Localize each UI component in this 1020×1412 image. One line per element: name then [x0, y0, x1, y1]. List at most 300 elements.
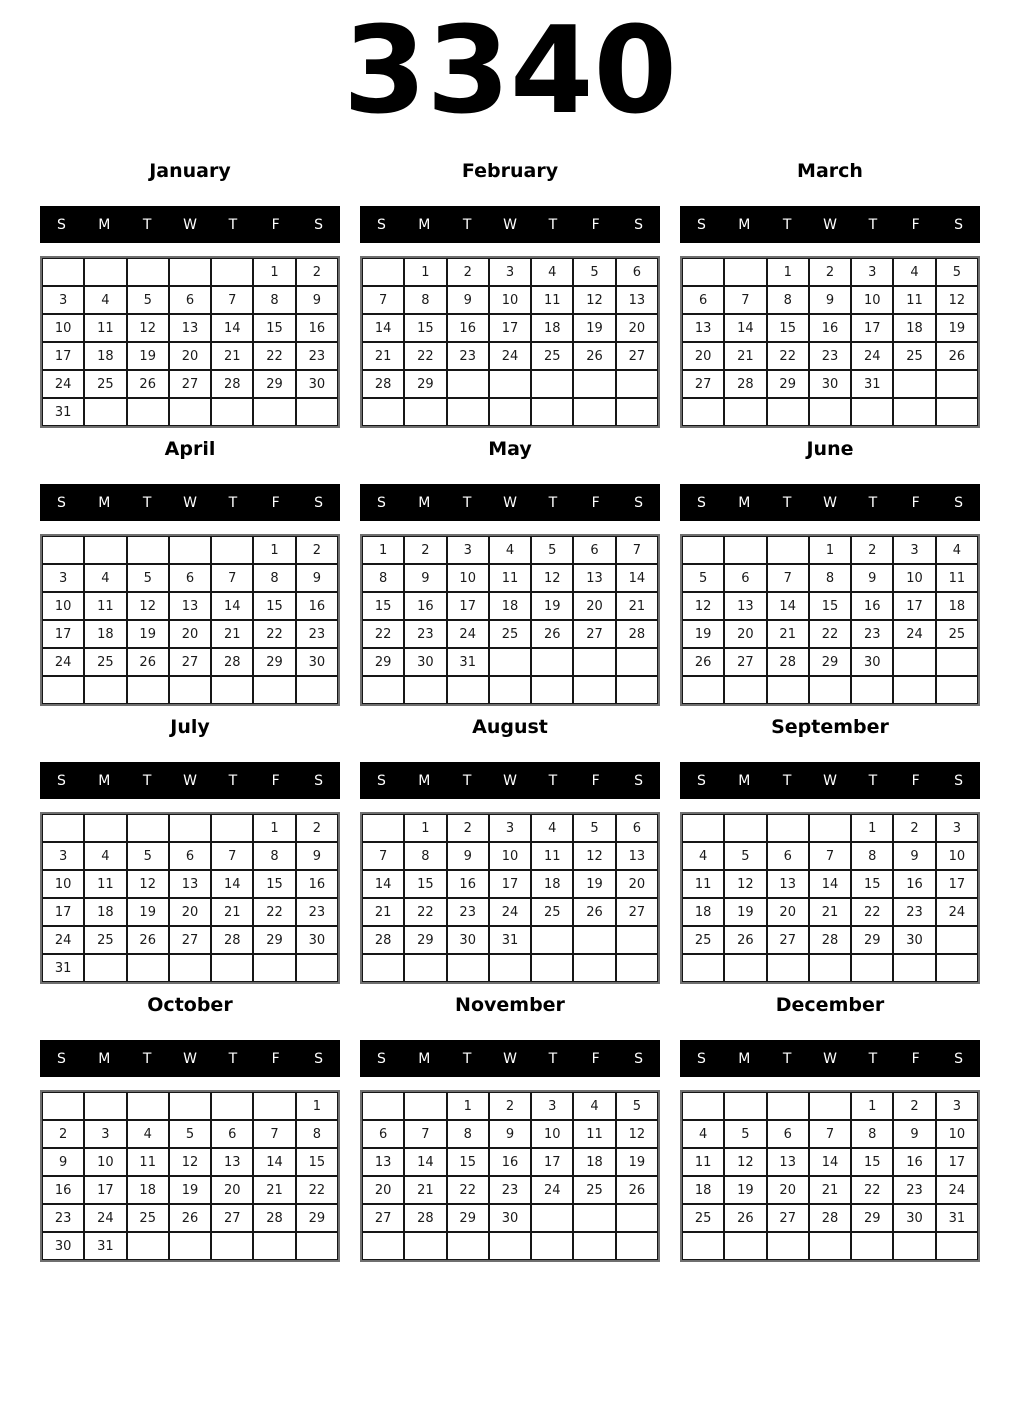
day-cell: 20 [616, 314, 658, 342]
day-cell: 3 [893, 536, 935, 564]
day-cell-empty [127, 954, 169, 982]
day-cell: 15 [296, 1148, 338, 1176]
day-cell: 2 [893, 814, 935, 842]
day-cell: 22 [809, 620, 851, 648]
weekday-label: T [782, 494, 792, 511]
day-cell: 8 [362, 564, 404, 592]
day-cell: 14 [362, 314, 404, 342]
day-cell: 18 [936, 592, 978, 620]
day-cell: 21 [253, 1176, 295, 1204]
day-cell: 6 [362, 1120, 404, 1148]
day-cell-empty [573, 954, 615, 982]
weekday-label: S [696, 772, 706, 789]
day-cell-empty [404, 1232, 446, 1260]
day-cell: 17 [42, 342, 84, 370]
day-cell: 11 [682, 1148, 724, 1176]
day-cell: 25 [682, 926, 724, 954]
day-cell: 17 [489, 870, 531, 898]
month-block [40, 159, 340, 437]
day-cell: 26 [127, 648, 169, 676]
day-cell: 3 [447, 536, 489, 564]
day-cell: 21 [724, 342, 766, 370]
day-cell: 9 [893, 842, 935, 870]
day-cell: 8 [404, 842, 446, 870]
weekday-label: S [634, 216, 644, 233]
day-cell: 3 [936, 814, 978, 842]
weekday-header [40, 1040, 340, 1077]
day-cell: 28 [809, 926, 851, 954]
day-cell: 7 [724, 286, 766, 314]
weekday-label: T [462, 1050, 472, 1067]
day-cell: 2 [851, 536, 893, 564]
day-cell: 11 [531, 842, 573, 870]
day-cell-empty [211, 536, 253, 564]
day-cell: 30 [296, 926, 338, 954]
month-block [360, 437, 660, 715]
day-cell: 7 [211, 564, 253, 592]
day-cell: 4 [84, 286, 126, 314]
day-cell: 24 [447, 620, 489, 648]
day-cell: 18 [682, 898, 724, 926]
weekday-label: M [738, 772, 751, 789]
day-cell-empty [253, 1232, 295, 1260]
day-cell: 28 [253, 1204, 295, 1232]
day-cell: 5 [127, 842, 169, 870]
month-block [360, 715, 660, 993]
day-cell: 29 [362, 648, 404, 676]
day-cell: 18 [489, 592, 531, 620]
day-cell: 12 [616, 1120, 658, 1148]
day-cell: 12 [127, 314, 169, 342]
day-cell-empty [362, 954, 404, 982]
day-cell: 25 [489, 620, 531, 648]
weekday-label: S [634, 494, 644, 511]
day-cell: 6 [573, 536, 615, 564]
day-cell-empty [616, 370, 658, 398]
day-cell: 3 [42, 286, 84, 314]
day-cell: 14 [211, 870, 253, 898]
day-cell: 23 [851, 620, 893, 648]
weekday-label: S [314, 494, 324, 511]
day-cell: 29 [851, 926, 893, 954]
weekday-label: S [954, 494, 964, 511]
day-cell: 12 [573, 286, 615, 314]
day-cell: 29 [404, 370, 446, 398]
day-cell: 23 [296, 342, 338, 370]
weekday-label: T [462, 772, 472, 789]
day-cell: 25 [84, 926, 126, 954]
day-cell-empty [362, 258, 404, 286]
day-cell-empty [84, 676, 126, 704]
weekday-label: T [228, 216, 238, 233]
day-cell: 14 [211, 314, 253, 342]
weekday-label: W [823, 1050, 837, 1067]
day-cell: 11 [127, 1148, 169, 1176]
month-title: September [771, 716, 889, 738]
date-grid [360, 812, 660, 984]
weekday-label: S [56, 216, 66, 233]
day-cell: 19 [573, 314, 615, 342]
day-cell: 17 [531, 1148, 573, 1176]
day-cell: 23 [809, 342, 851, 370]
day-cell-empty [682, 954, 724, 982]
day-cell-empty [893, 648, 935, 676]
day-cell: 5 [169, 1120, 211, 1148]
day-cell: 7 [404, 1120, 446, 1148]
weekday-label: F [271, 216, 280, 233]
day-cell: 27 [767, 1204, 809, 1232]
day-cell: 16 [404, 592, 446, 620]
weekday-label: T [868, 494, 878, 511]
weekday-label: T [462, 494, 472, 511]
day-cell: 5 [724, 842, 766, 870]
day-cell-empty [573, 648, 615, 676]
day-cell: 9 [296, 286, 338, 314]
day-cell: 9 [893, 1120, 935, 1148]
date-grid [680, 812, 980, 984]
day-cell: 8 [809, 564, 851, 592]
day-cell-empty [404, 1092, 446, 1120]
day-cell: 3 [489, 258, 531, 286]
day-cell-empty [724, 1092, 766, 1120]
day-cell: 10 [893, 564, 935, 592]
day-cell: 22 [404, 342, 446, 370]
day-cell: 3 [42, 564, 84, 592]
day-cell: 11 [84, 314, 126, 342]
weekday-label: T [142, 494, 152, 511]
day-cell: 22 [767, 342, 809, 370]
day-cell: 20 [211, 1176, 253, 1204]
day-cell: 13 [682, 314, 724, 342]
day-cell: 21 [211, 898, 253, 926]
day-cell-empty [211, 1232, 253, 1260]
day-cell: 30 [296, 648, 338, 676]
month-block [360, 993, 660, 1271]
day-cell: 5 [127, 286, 169, 314]
day-cell-empty [573, 1204, 615, 1232]
weekday-label: T [782, 1050, 792, 1067]
day-cell: 27 [767, 926, 809, 954]
day-cell: 7 [809, 1120, 851, 1148]
day-cell-empty [447, 676, 489, 704]
weekday-label: T [782, 216, 792, 233]
day-cell: 29 [851, 1204, 893, 1232]
weekday-label: S [696, 216, 706, 233]
day-cell-empty [936, 926, 978, 954]
day-cell: 4 [682, 1120, 724, 1148]
day-cell-empty [253, 398, 295, 426]
weekday-label: F [591, 494, 600, 511]
day-cell: 2 [489, 1092, 531, 1120]
day-cell: 2 [809, 258, 851, 286]
day-cell-empty [489, 648, 531, 676]
weekday-label: F [591, 772, 600, 789]
day-cell: 27 [362, 1204, 404, 1232]
day-cell-empty [253, 676, 295, 704]
day-cell: 31 [42, 954, 84, 982]
day-cell: 31 [489, 926, 531, 954]
day-cell: 9 [447, 286, 489, 314]
day-cell-empty [573, 1232, 615, 1260]
day-cell: 10 [936, 1120, 978, 1148]
day-cell: 6 [767, 1120, 809, 1148]
day-cell: 15 [809, 592, 851, 620]
day-cell-empty [616, 954, 658, 982]
day-cell: 20 [724, 620, 766, 648]
weekday-label: S [56, 494, 66, 511]
day-cell: 13 [169, 592, 211, 620]
weekday-label: W [503, 494, 517, 511]
day-cell: 11 [489, 564, 531, 592]
day-cell: 7 [253, 1120, 295, 1148]
day-cell: 17 [936, 870, 978, 898]
day-cell: 14 [616, 564, 658, 592]
weekday-label: S [696, 1050, 706, 1067]
day-cell: 18 [573, 1148, 615, 1176]
weekday-label: M [738, 216, 751, 233]
weekday-label: S [696, 494, 706, 511]
day-cell: 7 [767, 564, 809, 592]
day-cell-empty [767, 954, 809, 982]
day-cell-empty [169, 1232, 211, 1260]
day-cell-empty [84, 536, 126, 564]
day-cell: 9 [447, 842, 489, 870]
weekday-label: T [228, 1050, 238, 1067]
day-cell-empty [211, 954, 253, 982]
weekday-header [360, 1040, 660, 1077]
day-cell: 12 [127, 592, 169, 620]
day-cell: 26 [169, 1204, 211, 1232]
date-grid [40, 256, 340, 428]
day-cell: 28 [616, 620, 658, 648]
day-cell: 1 [851, 814, 893, 842]
day-cell: 24 [893, 620, 935, 648]
weekday-label: F [591, 1050, 600, 1067]
day-cell-empty [127, 1092, 169, 1120]
day-cell-empty [767, 1232, 809, 1260]
month-title: October [147, 994, 233, 1016]
day-cell: 16 [809, 314, 851, 342]
day-cell: 18 [127, 1176, 169, 1204]
day-cell: 28 [211, 648, 253, 676]
day-cell: 22 [253, 620, 295, 648]
day-cell: 18 [531, 314, 573, 342]
day-cell: 25 [531, 342, 573, 370]
weekday-label: W [503, 772, 517, 789]
day-cell-empty [573, 926, 615, 954]
day-cell: 20 [616, 870, 658, 898]
weekday-label: F [271, 494, 280, 511]
day-cell: 21 [809, 1176, 851, 1204]
day-cell: 4 [682, 842, 724, 870]
day-cell-empty [893, 398, 935, 426]
day-cell: 19 [127, 898, 169, 926]
day-cell-empty [84, 258, 126, 286]
day-cell-empty [767, 398, 809, 426]
day-cell: 23 [447, 898, 489, 926]
day-cell: 7 [809, 842, 851, 870]
weekday-header [680, 484, 980, 521]
day-cell: 26 [127, 370, 169, 398]
day-cell-empty [169, 398, 211, 426]
day-cell: 16 [447, 314, 489, 342]
day-cell-empty [211, 398, 253, 426]
weekday-header [40, 484, 340, 521]
day-cell: 6 [169, 564, 211, 592]
day-cell: 9 [296, 564, 338, 592]
day-cell-empty [682, 398, 724, 426]
day-cell-empty [531, 926, 573, 954]
day-cell: 28 [211, 370, 253, 398]
day-cell: 31 [84, 1232, 126, 1260]
day-cell: 11 [84, 592, 126, 620]
day-cell-empty [724, 676, 766, 704]
month-block [680, 437, 980, 715]
date-grid [680, 256, 980, 428]
day-cell-empty [936, 676, 978, 704]
day-cell: 18 [84, 620, 126, 648]
day-cell: 15 [362, 592, 404, 620]
day-cell: 12 [936, 286, 978, 314]
weekday-header [360, 484, 660, 521]
day-cell: 3 [936, 1092, 978, 1120]
day-cell: 27 [169, 648, 211, 676]
day-cell-empty [809, 814, 851, 842]
day-cell-empty [936, 954, 978, 982]
day-cell: 19 [573, 870, 615, 898]
month-block [40, 715, 340, 993]
day-cell: 22 [404, 898, 446, 926]
day-cell: 7 [211, 286, 253, 314]
day-cell-empty [362, 676, 404, 704]
day-cell: 13 [169, 870, 211, 898]
day-cell: 7 [211, 842, 253, 870]
day-cell-empty [767, 676, 809, 704]
day-cell-empty [936, 398, 978, 426]
weekday-label: M [418, 1050, 431, 1067]
year-title: 3340 [343, 2, 677, 141]
day-cell-empty [573, 398, 615, 426]
day-cell: 23 [42, 1204, 84, 1232]
day-cell: 14 [404, 1148, 446, 1176]
day-cell: 23 [447, 342, 489, 370]
day-cell-empty [84, 1092, 126, 1120]
day-cell: 16 [296, 314, 338, 342]
day-cell-empty [724, 258, 766, 286]
weekday-label: T [228, 494, 238, 511]
day-cell-empty [127, 398, 169, 426]
day-cell: 30 [893, 1204, 935, 1232]
day-cell: 17 [447, 592, 489, 620]
day-cell: 1 [404, 258, 446, 286]
day-cell-empty [127, 258, 169, 286]
day-cell: 19 [531, 592, 573, 620]
day-cell-empty [84, 814, 126, 842]
day-cell: 27 [169, 926, 211, 954]
day-cell: 18 [531, 870, 573, 898]
day-cell: 30 [42, 1232, 84, 1260]
weekday-label: S [634, 1050, 644, 1067]
weekday-label: F [271, 772, 280, 789]
day-cell: 29 [253, 370, 295, 398]
day-cell-empty [447, 398, 489, 426]
day-cell: 24 [936, 898, 978, 926]
day-cell-empty [616, 398, 658, 426]
day-cell: 27 [573, 620, 615, 648]
date-grid [40, 534, 340, 706]
day-cell: 1 [767, 258, 809, 286]
day-cell-empty [296, 398, 338, 426]
day-cell-empty [169, 814, 211, 842]
day-cell: 26 [573, 342, 615, 370]
day-cell: 16 [42, 1176, 84, 1204]
weekday-label: S [376, 494, 386, 511]
day-cell-empty [616, 926, 658, 954]
day-cell-empty [893, 954, 935, 982]
day-cell-empty [253, 1092, 295, 1120]
weekday-label: W [503, 1050, 517, 1067]
day-cell: 18 [893, 314, 935, 342]
month-title: April [164, 438, 216, 460]
day-cell: 30 [447, 926, 489, 954]
day-cell: 13 [211, 1148, 253, 1176]
day-cell-empty [573, 370, 615, 398]
date-grid [360, 256, 660, 428]
day-cell: 22 [296, 1176, 338, 1204]
day-cell: 20 [682, 342, 724, 370]
day-cell: 24 [84, 1204, 126, 1232]
day-cell: 16 [296, 592, 338, 620]
day-cell: 13 [169, 314, 211, 342]
day-cell: 12 [169, 1148, 211, 1176]
weekday-label: S [954, 772, 964, 789]
day-cell-empty [682, 1232, 724, 1260]
day-cell: 5 [573, 814, 615, 842]
day-cell: 26 [127, 926, 169, 954]
day-cell: 11 [936, 564, 978, 592]
day-cell: 1 [404, 814, 446, 842]
weekday-label: S [376, 772, 386, 789]
day-cell-empty [296, 954, 338, 982]
day-cell: 1 [809, 536, 851, 564]
month-block [40, 993, 340, 1271]
day-cell: 13 [616, 842, 658, 870]
day-cell: 2 [296, 258, 338, 286]
day-cell: 8 [296, 1120, 338, 1148]
day-cell: 4 [573, 1092, 615, 1120]
day-cell-empty [296, 1232, 338, 1260]
day-cell: 26 [936, 342, 978, 370]
day-cell: 25 [936, 620, 978, 648]
day-cell: 13 [573, 564, 615, 592]
month-block [360, 159, 660, 437]
weekday-label: W [823, 772, 837, 789]
date-grid [40, 1090, 340, 1262]
day-cell: 22 [851, 898, 893, 926]
day-cell: 1 [447, 1092, 489, 1120]
day-cell: 10 [489, 286, 531, 314]
day-cell-empty [447, 954, 489, 982]
day-cell: 19 [127, 620, 169, 648]
day-cell-empty [851, 398, 893, 426]
day-cell-empty [169, 676, 211, 704]
weekday-label: T [548, 216, 558, 233]
day-cell: 4 [893, 258, 935, 286]
day-cell: 20 [573, 592, 615, 620]
day-cell: 7 [362, 842, 404, 870]
day-cell: 10 [936, 842, 978, 870]
weekday-label: S [56, 1050, 66, 1067]
